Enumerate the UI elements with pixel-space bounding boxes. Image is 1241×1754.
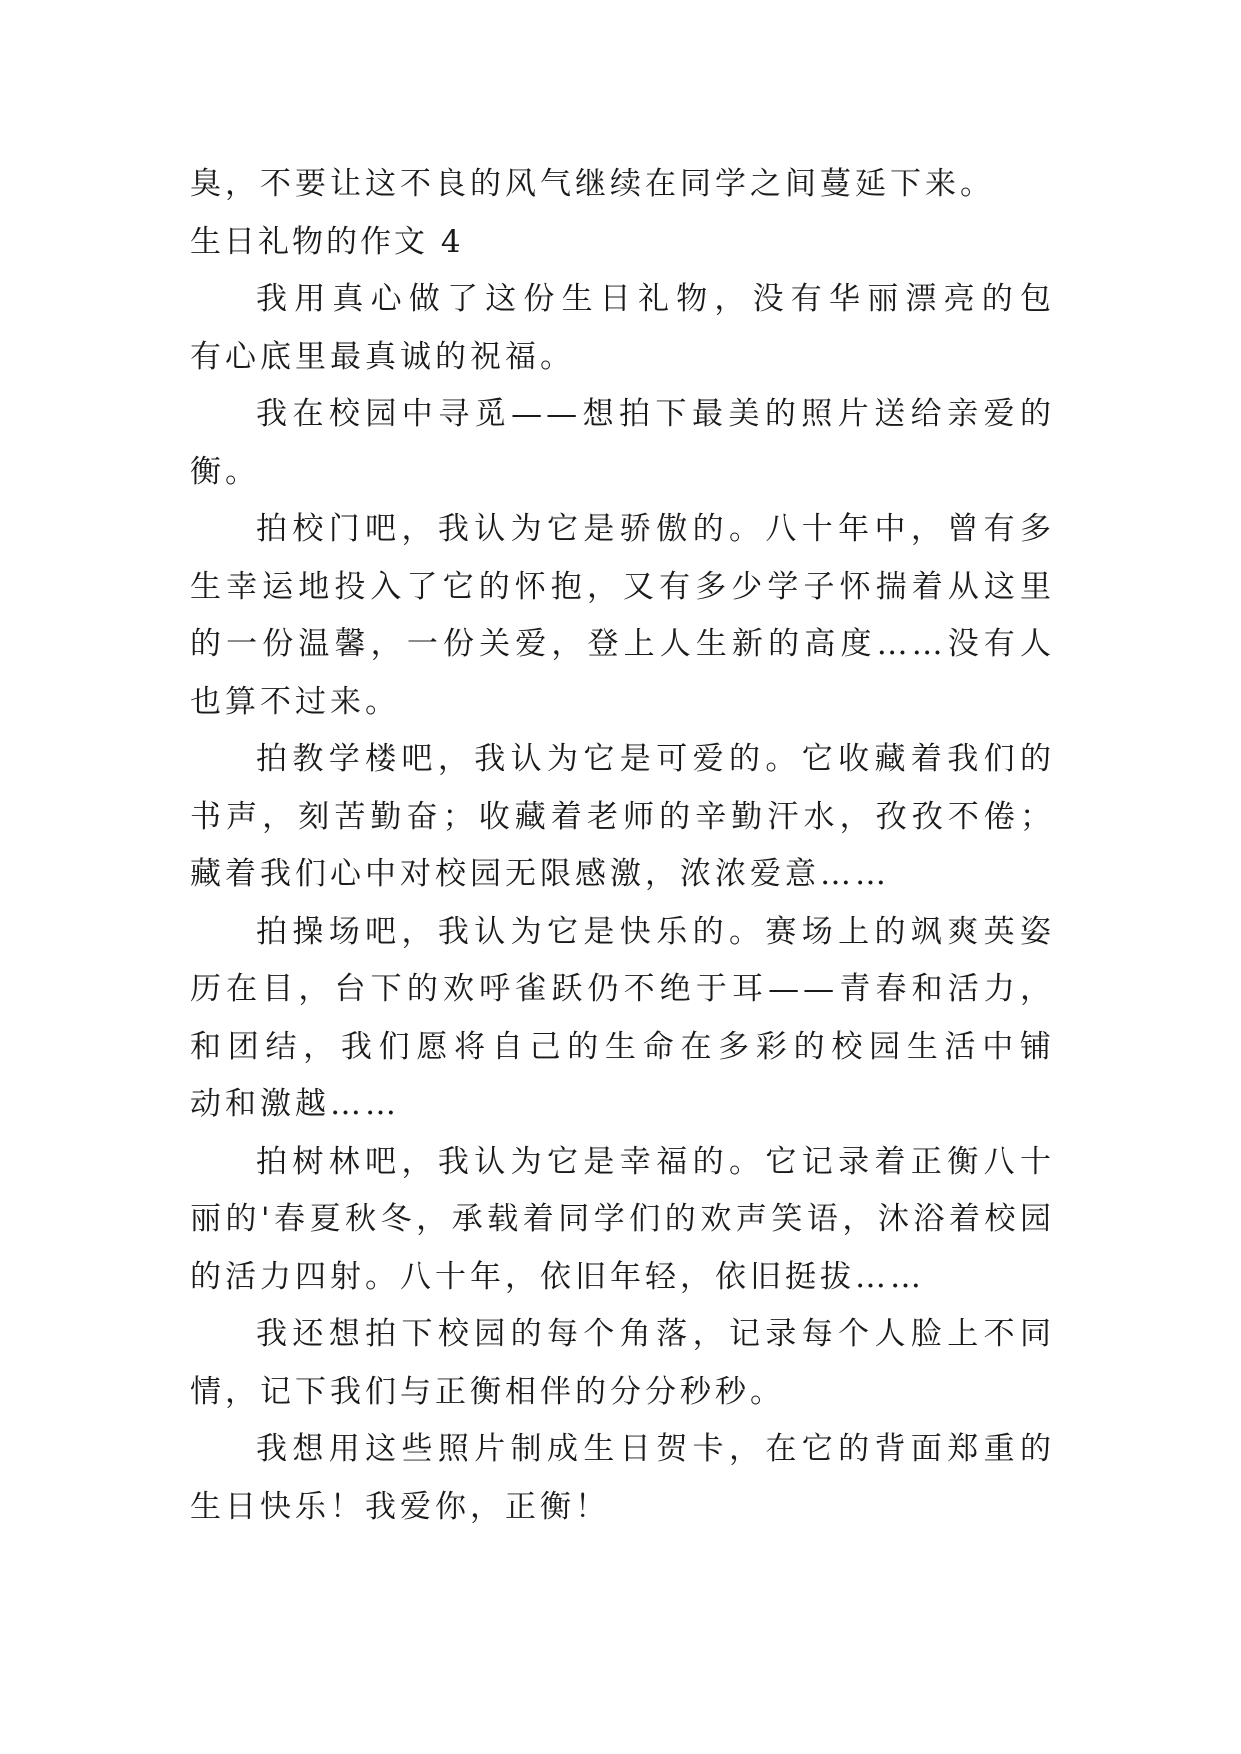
- text-line: 拍操场吧，我认为它是快乐的。赛场上的飒爽英姿: [256, 913, 1055, 950]
- text-line: 藏着我们心中对校园无限感激，浓浓爱意……: [190, 856, 890, 892]
- text-line: 拍树林吧，我认为它是幸福的。它记录着正衡八十: [256, 1143, 1055, 1180]
- text-line: 的一份温馨，一份关爱，登上人生新的高度……没有人: [190, 626, 1055, 662]
- text-line: 衡。: [190, 453, 260, 490]
- text-line: 我想用这些照片制成生日贺卡，在它的背面郑重的: [256, 1431, 1055, 1467]
- text-line: 拍教学楼吧，我认为它是可爱的。它收藏着我们的: [256, 741, 1055, 777]
- text-line: 生幸运地投入了它的怀抱，又有多少学子怀揣着从这里: [190, 568, 1055, 605]
- text-line: 生日快乐！我爱你，正衡！: [190, 1488, 610, 1525]
- document-body: [190, 156, 1055, 1536]
- text-line: 拍校门吧，我认为它是骄傲的。八十年中，曾有多: [256, 511, 1055, 547]
- text-line: 历在目，台下的欢呼雀跃仍不绝于耳——青春和活力，: [190, 971, 1055, 1007]
- text-line: 也算不过来。: [190, 683, 400, 720]
- text-line: 我在校园中寻觅——想拍下最美的照片送给亲爱的: [256, 396, 1055, 432]
- text-line: 有心底里最真诚的祝福。: [190, 338, 575, 375]
- text-line: 我还想拍下校园的每个角落，记录每个人脸上不同: [256, 1316, 1055, 1352]
- text-line: 动和激越……: [190, 1086, 400, 1122]
- section-title: 生日礼物的作文 4: [190, 223, 464, 260]
- text-line: 我用真心做了这份生日礼物，没有华丽漂亮的包: [256, 281, 1055, 317]
- text-line: 丽的'春夏秋冬，承载着同学们的欢声笑语，沐浴着校园: [190, 1201, 1055, 1237]
- text-line: 情，记下我们与正衡相伴的分分秒秒。: [190, 1373, 785, 1410]
- text-line: 的活力四射。八十年，依旧年轻，依旧挺拔……: [190, 1258, 925, 1295]
- text-line: 和团结，我们愿将自己的生命在多彩的校园生活中铺: [190, 1028, 1055, 1065]
- text-line: 臭，不要让这不良的风气继续在同学之间蔓延下来。: [190, 166, 995, 202]
- text-line: 书声，刻苦勤奋；收藏着老师的辛勤汗水，孜孜不倦；: [190, 798, 1055, 835]
